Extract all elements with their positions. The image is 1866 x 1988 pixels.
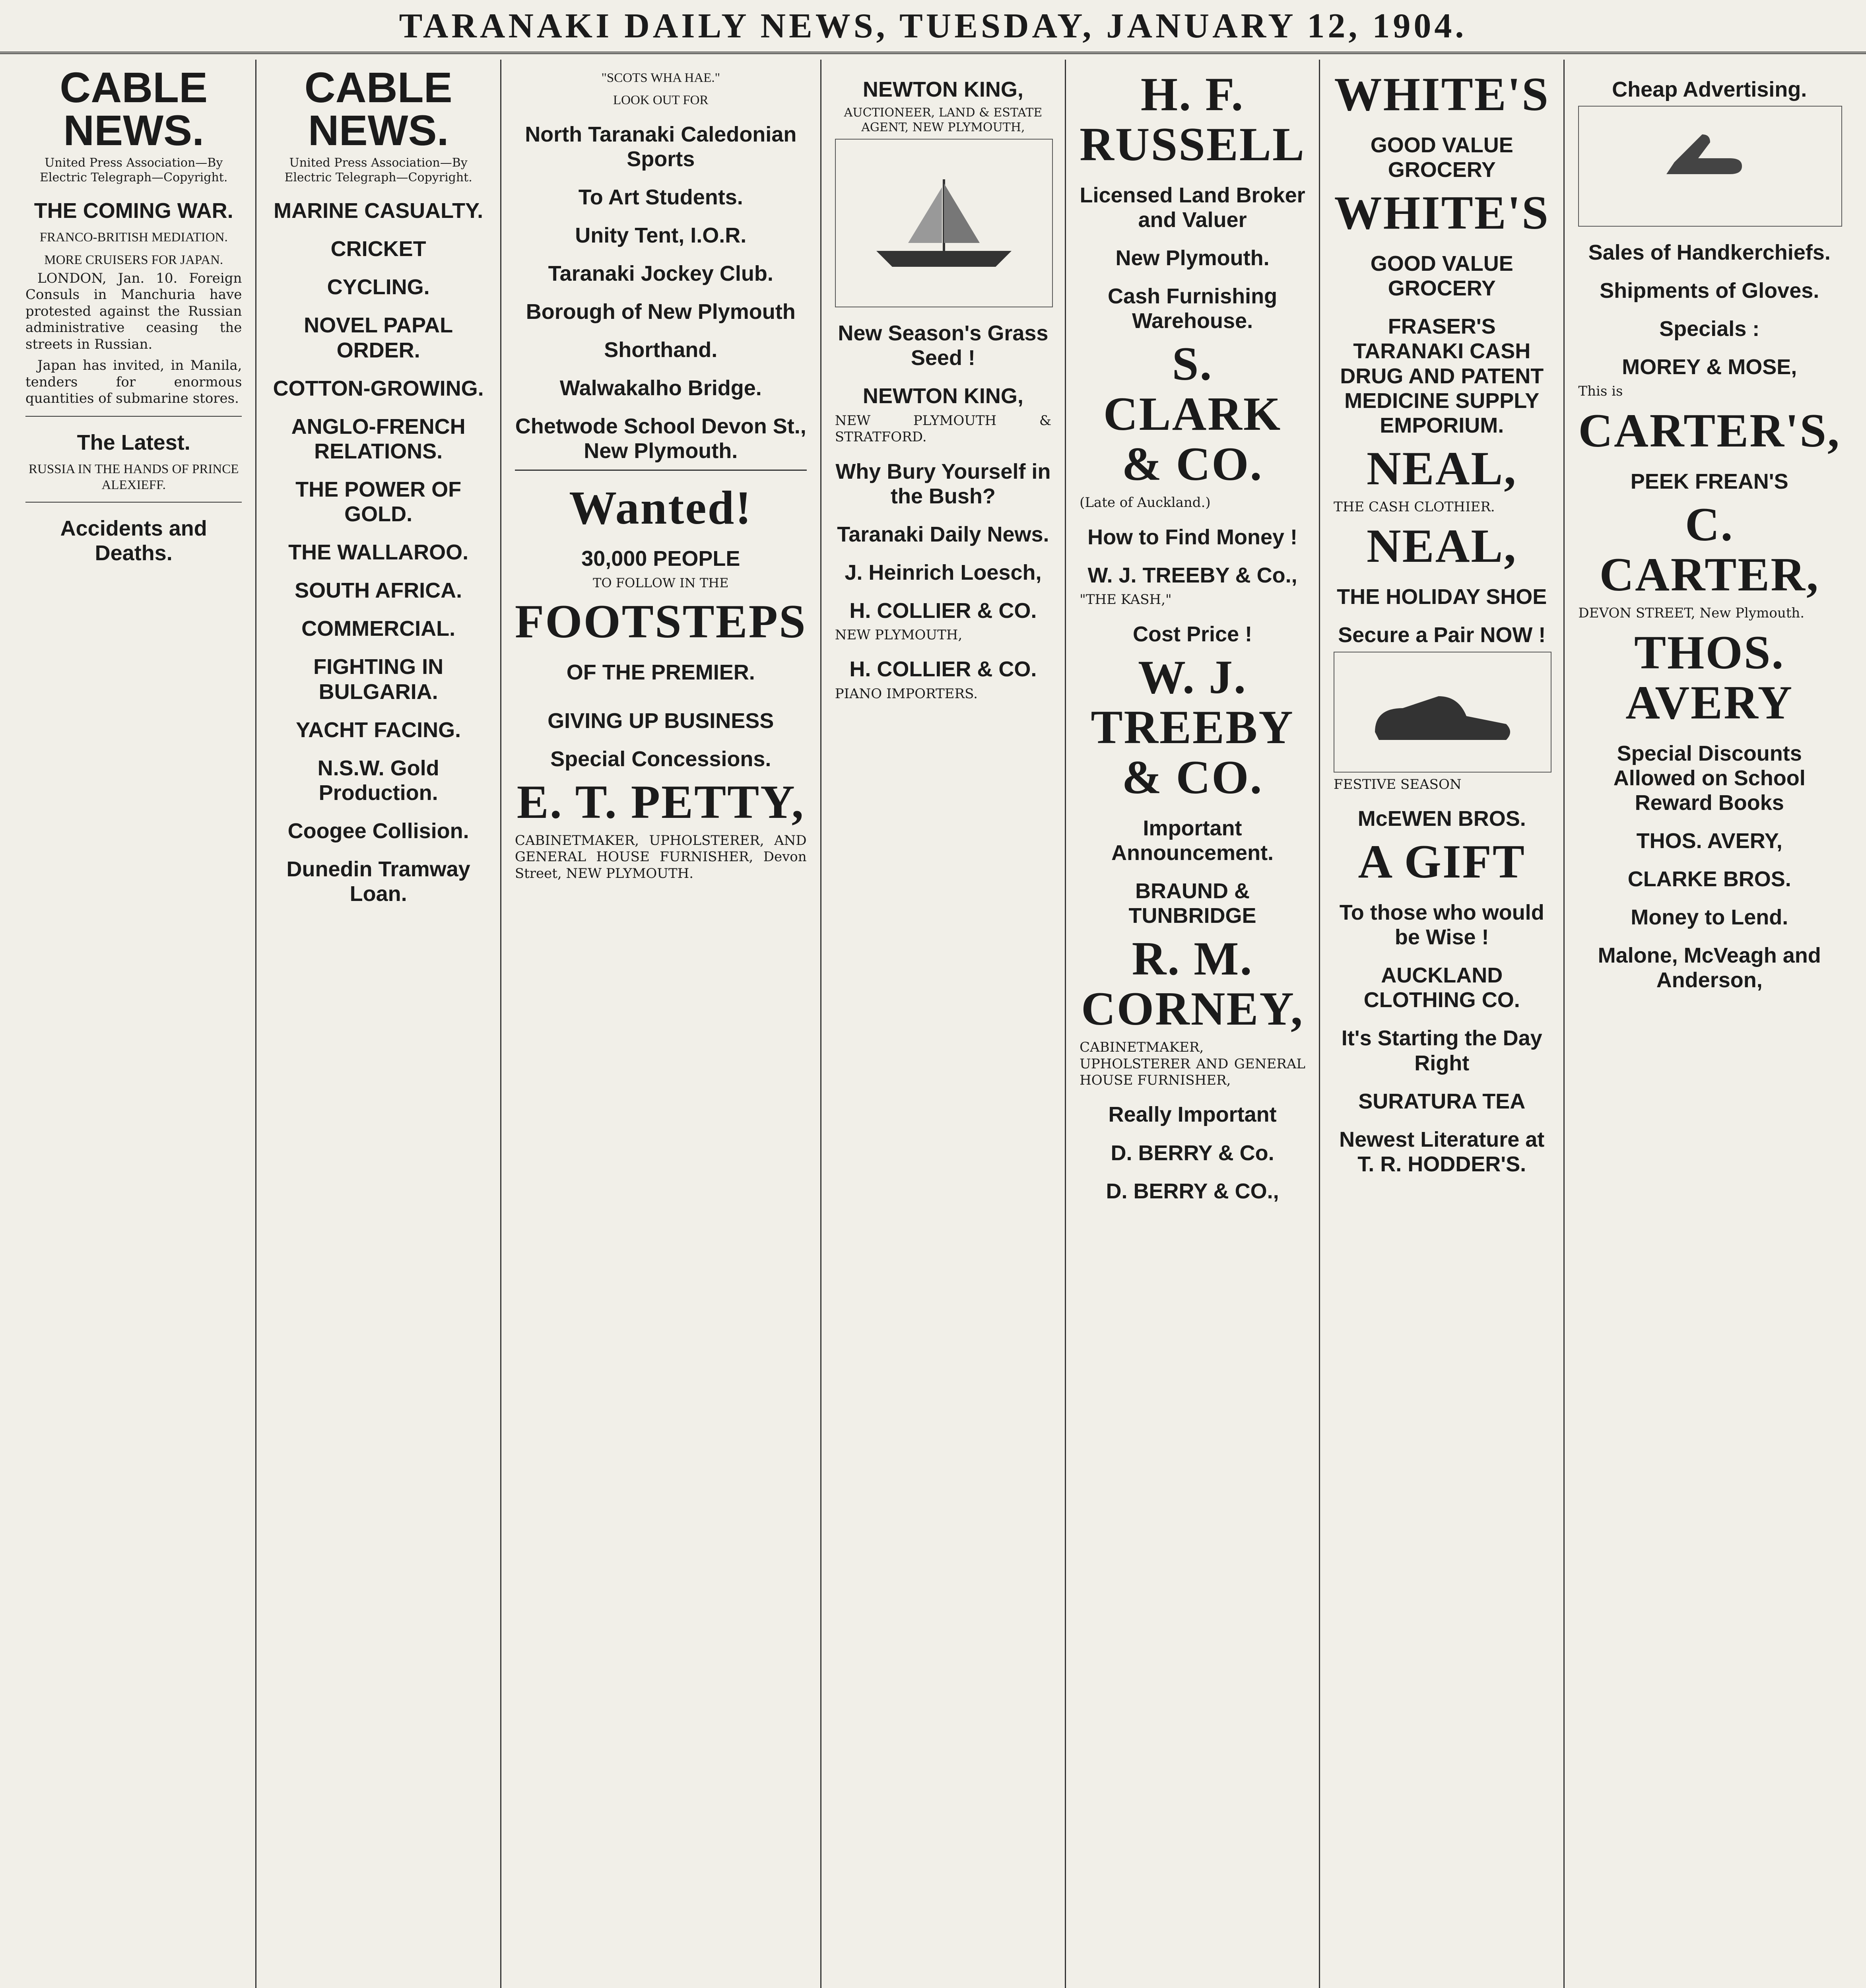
whites-name-2: WHITE'S: [1334, 186, 1549, 239]
collier-ad-2: H. COLLIER & CO.: [849, 657, 1037, 681]
clark-name: S. CLARK & CO.: [1103, 337, 1282, 491]
ship-icon: [860, 163, 1027, 283]
morey-ad: MOREY & MOSE,: [1622, 355, 1797, 379]
berry-name: D. BERRY & Co.: [1111, 1141, 1274, 1165]
money-to-lend: Money to Lend.: [1631, 905, 1788, 929]
people-count: 30,000 PEOPLE: [581, 547, 740, 571]
school-reward-books: Special Discounts Allowed on School Reward Books: [1613, 741, 1806, 815]
cable-news-credit: United Press Association—By Electric Telegraph—Copyright.: [284, 156, 472, 184]
newton-king-ad-2: NEWTON KING,: [862, 384, 1023, 408]
carter-name: C. CARTER,: [1599, 498, 1819, 601]
cheap-advertising: Cheap Advertising.: [1612, 78, 1807, 101]
cable-news-credit: United Press Association—By Electric Telegraph—Copyright.: [40, 156, 228, 184]
column-5: [1066, 60, 1320, 1988]
handkerchief-illustration: [1578, 106, 1842, 227]
newton-king-ad: NEWTON KING,: [862, 78, 1023, 101]
cycling-heading: CYCLING.: [327, 275, 430, 299]
cotton-growing-heading: COTTON-GROWING.: [273, 376, 484, 400]
latest-heading: The Latest.: [77, 430, 190, 454]
auckland-clothing: AUCKLAND CLOTHING CO.: [1363, 963, 1520, 1012]
cable-news-heading: CABLE NEWS.: [304, 63, 452, 154]
article-paragraph: Japan has invited, in Manila, tenders for enormous quantities of submarine stores.: [25, 357, 242, 407]
scots-heading: "SCOTS WHA HAE.": [601, 71, 720, 85]
loesch-ad: J. Heinrich Loesch,: [845, 560, 1042, 584]
mediation-subheading: FRANCO-BRITISH MEDIATION.: [39, 230, 228, 245]
shoe-icon: [1367, 672, 1518, 752]
new-plymouth-heading: New Plymouth.: [1115, 246, 1270, 270]
russell-sub: Licensed Land Broker and Valuer: [1080, 183, 1305, 232]
art-students-ad: To Art Students.: [578, 185, 743, 209]
carters-name: CARTER'S,: [1578, 404, 1841, 457]
festive-season: FESTIVE SEASON: [1334, 776, 1462, 792]
gloves-ad: Shipments of Gloves.: [1600, 279, 1819, 303]
secure-pair: Secure a Pair NOW !: [1338, 623, 1546, 647]
carter-sub: DEVON STREET, New Plymouth.: [1578, 605, 1805, 621]
look-out-line: LOOK OUT FOR: [613, 93, 709, 108]
peek-frean: PEEK FREAN'S: [1630, 469, 1788, 493]
grocery-line: GOOD VALUE GROCERY: [1370, 133, 1513, 182]
accidents-heading: Accidents and Deaths.: [60, 516, 207, 565]
giving-up-business: GIVING UP BUSINESS: [548, 709, 774, 733]
cricket-heading: CRICKET: [330, 237, 426, 261]
anglo-french-heading: ANGLO-FRENCH RELATIONS.: [291, 414, 466, 463]
petty-name: E. T. PETTY,: [516, 775, 805, 828]
treeby-name: W. J. TREEBY & Co.,: [1087, 563, 1297, 588]
footsteps-title: FOOTSTEPS: [515, 594, 807, 648]
gift-title: A GIFT: [1358, 835, 1526, 888]
whites-name: WHITE'S: [1334, 68, 1549, 120]
column-4: [821, 60, 1066, 1988]
coogee-heading: Coogee Collision.: [287, 819, 469, 843]
malone-ad: Malone, McVeagh and Anderson,: [1598, 944, 1821, 992]
article-paragraph: LONDON, Jan. 10. Foreign Consuls in Manchuria have protested against the Russian administrative ceasing the streets in Russian.: [25, 270, 242, 352]
cable-news-heading: CABLE NEWS.: [60, 63, 208, 154]
specials-ad: Specials :: [1659, 317, 1760, 341]
divider: [25, 416, 242, 417]
shorthand-ad: Shorthand.: [604, 338, 718, 362]
alexieff-subheading: RUSSIA IN THE HANDS OF PRINCE ALEXIEFF.: [29, 462, 239, 492]
borough-ad: Borough of New Plymouth: [526, 299, 796, 324]
petty-trade: CABINETMAKER, UPHOLSTERER, AND GENERAL HOUSE FURNISHER, Devon Street, NEW PLYMOUTH.: [515, 832, 807, 881]
bulgaria-heading: FIGHTING IN BULGARIA.: [313, 655, 444, 704]
russell-name: H. F. RUSSELL: [1080, 68, 1306, 171]
divider: [25, 502, 242, 503]
grocery-line-2: GOOD VALUE GROCERY: [1370, 252, 1513, 301]
south-africa-heading: SOUTH AFRICA.: [295, 579, 462, 603]
braund-tunbridge: BRAUND & TUNBRIDGE: [1128, 879, 1256, 928]
suratura-tea: SURATURA TEA: [1358, 1089, 1526, 1113]
chetwode-school-ad: Chetwode School Devon St., New Plymouth.: [515, 414, 806, 463]
clark-sub: (Late of Auckland.): [1080, 495, 1211, 511]
kash-line: "THE KASH,": [1080, 592, 1172, 608]
avery-name: THOS. AVERY: [1625, 625, 1794, 729]
premier-line: OF THE PREMIER.: [566, 660, 755, 684]
newton-king-sub: AUCTIONEER, LAND & ESTATE AGENT, NEW PLYMOUTH,: [844, 106, 1043, 134]
jockey-club-ad: Taranaki Jockey Club.: [548, 261, 773, 285]
grass-seed-ad: New Season's Grass Seed !: [838, 321, 1049, 370]
wanted-title: Wanted!: [569, 481, 753, 534]
neal-sub: THE CASH CLOTHIER.: [1334, 499, 1495, 515]
carters-pre: This is: [1578, 383, 1623, 400]
berry-name-2: D. BERRY & CO.,: [1106, 1179, 1279, 1203]
cost-price: Cost Price !: [1133, 622, 1252, 646]
caledonian-sports-ad: North Taranaki Caledonian Sports: [525, 122, 797, 171]
column-6: [1320, 60, 1565, 1988]
avery-name-2: THOS. AVERY,: [1636, 829, 1783, 853]
shoe-illustration: [1334, 652, 1551, 773]
treeby-name-2: W. J. TREEBY & CO.: [1091, 650, 1294, 804]
column-2: [256, 60, 501, 1988]
really-important: Really Important: [1108, 1103, 1277, 1127]
cash-warehouse-ad: Cash Furnishing Warehouse.: [1108, 284, 1278, 333]
find-money-ad: How to Find Money !: [1087, 525, 1298, 549]
collier-sub-2: PIANO IMPORTERS.: [835, 685, 978, 702]
gift-sub: To those who would be Wise !: [1339, 901, 1544, 949]
hand-icon: [1650, 118, 1770, 214]
bridge-notice: Walwakalho Bridge.: [559, 376, 762, 400]
bury-yourself-ad: Why Bury Yourself in the Bush?: [835, 459, 1051, 508]
dunedin-tramway-heading: Dunedin Tramway Loan.: [286, 857, 470, 906]
column-7: [1565, 60, 1854, 1988]
neal-name: NEAL,: [1367, 441, 1517, 495]
commercial-heading: COMMERCIAL.: [301, 617, 456, 641]
special-concessions: Special Concessions.: [550, 747, 771, 771]
corney-sub: CABINETMAKER, UPHOLSTERER AND GENERAL HOUSE FURNISHER,: [1080, 1039, 1306, 1088]
daily-news-notice: Taranaki Daily News.: [837, 522, 1049, 546]
unity-tent-ad: Unity Tent, I.O.R.: [575, 223, 747, 247]
collier-ad: H. COLLIER & CO.: [849, 598, 1037, 623]
cruisers-subheading: MORE CRUISERS FOR JAPAN.: [44, 252, 223, 267]
neal-name-2: NEAL,: [1367, 519, 1517, 573]
important-announcement: Important Announcement.: [1111, 816, 1274, 865]
collier-sub: NEW PLYMOUTH,: [835, 627, 963, 643]
clarke-bros: CLARKE BROS.: [1627, 867, 1791, 891]
coming-war-heading: THE COMING WAR.: [34, 199, 233, 223]
newspaper-title: TARANAKI DAILY NEWS, TUESDAY, JANUARY 12, 1904.: [399, 6, 1467, 45]
novel-papal-order-heading: NOVEL PAPAL ORDER.: [304, 313, 453, 362]
column-3: [501, 60, 821, 1988]
holiday-shoe: THE HOLIDAY SHOE: [1337, 585, 1547, 609]
newton-king-sub-2: NEW PLYMOUTH & STRATFORD.: [835, 412, 1052, 445]
newest-literature: Newest Literature at T. R. HODDER'S.: [1339, 1127, 1545, 1176]
yacht-heading: YACHT FACING.: [296, 718, 461, 742]
follow-line: TO FOLLOW IN THE: [593, 575, 729, 590]
marine-casualty-heading: MARINE CASUALTY.: [274, 199, 483, 223]
power-of-gold-heading: THE POWER OF GOLD.: [295, 477, 462, 526]
fraser-ad: FRASER'S TARANAKI CASH DRUG AND PATENT MEDICINE SUPPLY EMPORIUM.: [1340, 315, 1544, 437]
column-1: [12, 60, 256, 1988]
handkerchiefs-ad: Sales of Handkerchiefs.: [1588, 241, 1831, 265]
nsw-gold-heading: N.S.W. Gold Production.: [317, 756, 439, 805]
ship-illustration: [835, 139, 1053, 307]
starting-day: It's Starting the Day Right: [1341, 1026, 1542, 1075]
newspaper-page: [12, 60, 1854, 1988]
masthead: [0, 0, 1866, 54]
wallaroo-heading: THE WALLAROO.: [288, 540, 469, 565]
mcewen-name: McEWEN BROS.: [1357, 806, 1526, 831]
corney-name: R. M. CORNEY,: [1081, 932, 1304, 1035]
wanted-ad: [515, 470, 807, 695]
